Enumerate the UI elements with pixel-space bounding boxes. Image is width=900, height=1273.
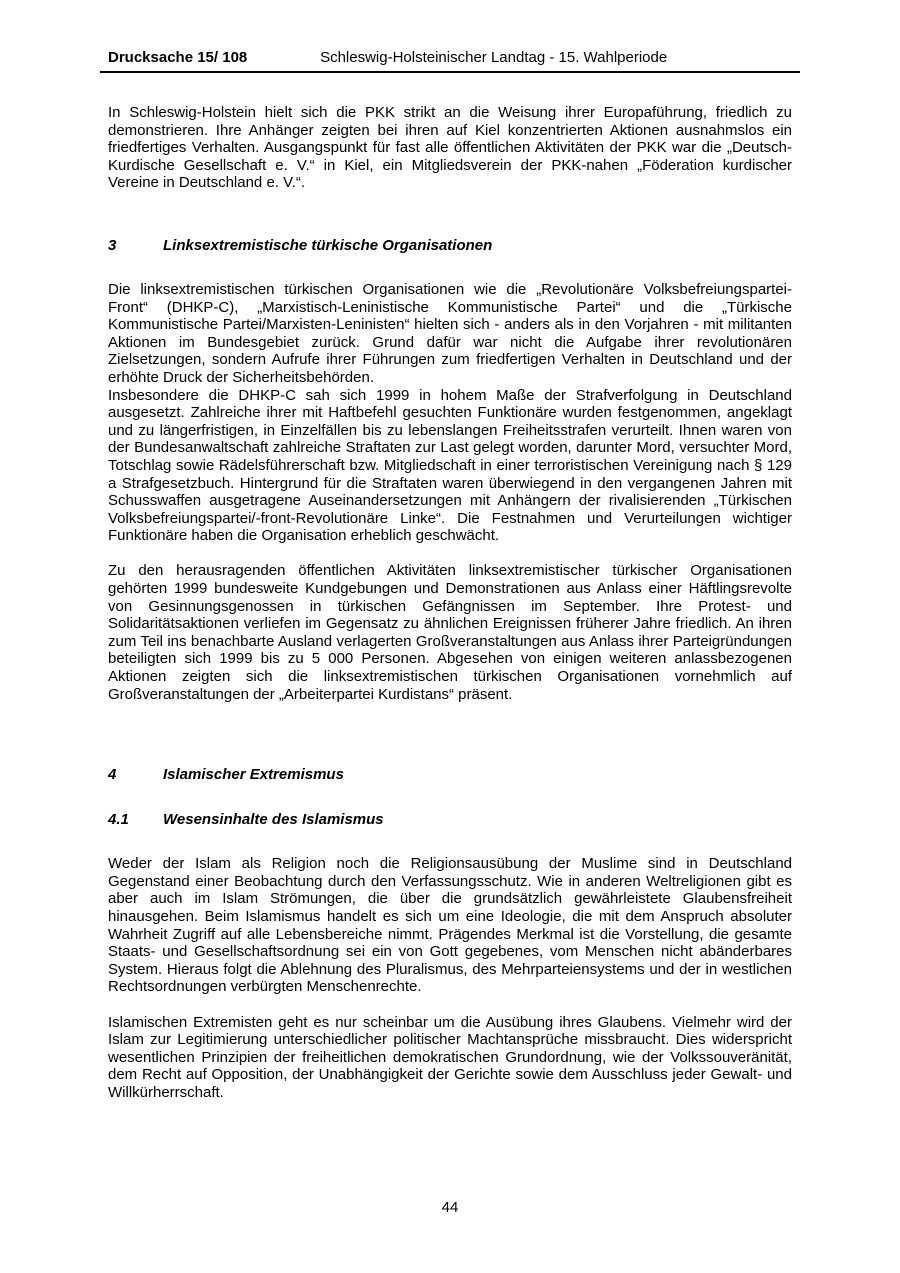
paragraph-linksextrem-2: Insbesondere die DHKP-C sah sich 1999 in hohem Maße der Strafverfolgung in Deutschland ausgesetzt. Zahlreiche ihrer mit Haftbefehl gesuchten Funktionäre wurden festgenommen, angeklagt und zu längerfristigen, in Einzelfällen bis zu lebenslangen Freiheitsstrafen verurteilt. Ihnen waren von der Bundesanwaltschaft zahlreiche Straftaten zur Last gelegt worden, darunter Mord, versuchter Mord, Totschlag sowie Rädelsführerschaft bzw. Mitgliedschaft in einer terroristischen Vereinigung nach § 129 a Strafgesetzbuch. Hintergrund für die Straftaten waren überwiegend in den vergangenen Jahren mit Schusswaffen ausgetragene Auseinandersetzungen mit Anhängern der rivalisierenden „Türkischen Volksbefreiungspartei/-front-Revolutionäre Linke“. Die Festnahmen und Verurteilungen wichtiger Funktionäre haben die Organisation erheblich geschwächt. (108, 386, 792, 545)
paragraph-block-linksextrem-3 (100, 562, 792, 703)
paragraph-block-pkk-intro (100, 104, 792, 192)
spacer (100, 192, 800, 236)
heading-section-4-number: 4 (108, 766, 117, 784)
header-drucksache-label: Drucksache 15/ 108 (108, 49, 248, 66)
spacer (100, 784, 800, 810)
heading-section-4-title: Islamischer Extremismus (163, 766, 344, 784)
paragraph-block-islamismus-1 (100, 855, 792, 996)
heading-section-4 (100, 765, 800, 784)
paragraph-islamismus-2: Islamischen Extremisten geht es nur scheinbar um die Ausübung ihres Glaubens. Vielmehr wird der Islam zur Legitimierung unterschiedlicher politischer Machtansprüche missbraucht. Dies widerspricht wesentlichen Prinzipien der freiheitlichen demokratischen Grundordnung, wie der Volkssouveränität, dem Recht auf Opposition, der Unabhängigkeit der Gerichte sowie dem Ausschluss jeder Gewalt- und Willkürherrschaft. (108, 1013, 792, 1101)
paragraph-block-islamismus-2 (100, 1014, 792, 1102)
heading-section-3-number: 3 (108, 236, 117, 254)
spacer (100, 996, 800, 1014)
paragraph-block-linksextrem (100, 281, 792, 545)
header-divider (100, 71, 800, 73)
page-header (100, 0, 800, 78)
heading-section-4-1 (100, 810, 800, 829)
paragraph-linksextrem-3: Zu den herausragenden öffentlichen Aktivitäten linksextremistischer türkischer Organisationen gehörten 1999 bundesweite Kundgebungen und Demonstrationen aus Anlass einer Häftlingsrevolte von Gesinnungsgenossen in türkischen Gefängnissen im September. Ihre Protest- und Solidaritätsaktionen verliefen im Gegensatz zu ähnlichen Ereignissen früherer Jahre friedlich. An ihren zum Teil ins benachbarte Ausland verlagerten Großveranstaltungen aus Anlass ihrer Parteigründungen beteiligten sich 1999 bis zu 5 000 Personen. Abgesehen von einigen weiteren anlassbezogenen Aktionen zeigten sich die linksextremistischen türkischen Organisationen vornehmlich auf Großveranstaltungen der „Arbeiterpartei Kurdistans“ präsent. (108, 562, 792, 703)
page-content (100, 0, 800, 1102)
spacer (100, 255, 800, 281)
spacer (100, 545, 800, 563)
heading-section-3-title: Linksextremistische türkische Organisationen (163, 236, 493, 254)
spacer (100, 829, 800, 855)
heading-section-4-1-number: 4.1 (108, 811, 129, 829)
paragraph-linksextrem-1: Die linksextremistischen türkischen Organisationen wie die „Revolutionäre Volksbefreiungspartei-Front“ (DHKP-C), „Marxistisch-Leninistische Kommunistische Partei“ und die „Türkische Kommunistische Partei/Marxisten-Leninisten“ hielten sich - anders als in den Vorjahren - mit militanten Aktionen im Bundesgebiet zurück. Grund dafür war nicht die Aufgabe ihrer revolutionären Zielsetzungen, sondern Aufrufe ihrer Führungen zum friedfertigen Verhalten in Deutschland und der erhöhte Druck der Sicherheitsbehörden. (108, 280, 792, 386)
heading-section-3 (100, 236, 800, 255)
spacer (100, 78, 800, 104)
heading-section-4-1-title: Wesensinhalte des Islamismus (163, 811, 384, 829)
spacer (100, 703, 800, 765)
header-row (100, 48, 800, 67)
header-landtag-label: Schleswig-Holsteinischer Landtag - 15. Wahlperiode (320, 49, 668, 66)
page-footer (0, 1198, 900, 1217)
paragraph-pkk-intro: In Schleswig-Holstein hielt sich die PKK strikt an die Weisung ihrer Europaführung, friedlich zu demonstrieren. Ihre Anhänger zeigten bei ihren auf Kiel konzentrierten Aktionen ausnahmslos ein friedfertiges Verhalten. Ausgangspunkt für fast alle öffentlichen Aktivitäten der PKK war die „Deutsch-Kurdische Gesellschaft e. V.“ in Kiel, ein Mitgliedsverein der PKK-nahen „Föderation kurdischer Vereine in Deutschland e. V.“. (108, 104, 792, 192)
page-number: 44 (441, 1199, 459, 1216)
paragraph-islamismus-1: Weder der Islam als Religion noch die Religionsausübung der Muslime sind in Deutschland Gegenstand einer Beobachtung durch den Verfassungsschutz. Wie in anderen Weltreligionen gibt es aber auch im Islam Strömungen, die über die grundsätzlich gewährleistete Glaubensfreiheit hinausgehen. Beim Islamismus handelt es sich um eine Ideologie, die mit dem Anspruch absoluter Wahrheit Zugriff auf alle Lebensbereiche nimmt. Prägendes Merkmal ist die Vorstellung, die gesamte Staats- und Gesellschaftsordnung sei ein von Gott gegebenes, vom Menschen nicht abänderbares System. Hieraus folgt die Ablehnung des Pluralismus, des Mehrparteiensystems und der in westlichen Rechtsordnungen verbürgten Menschenrechte. (108, 855, 792, 996)
